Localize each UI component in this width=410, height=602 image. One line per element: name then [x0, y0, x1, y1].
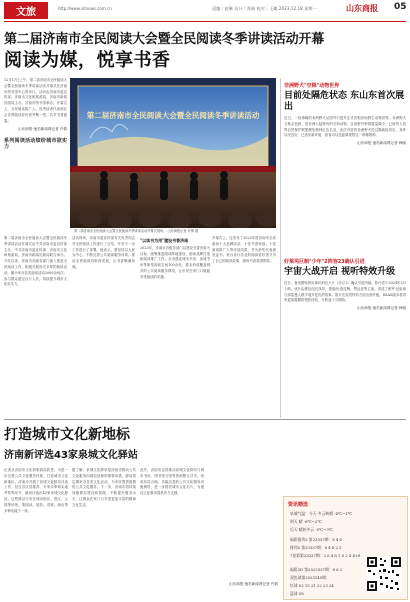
- right2-body: 近日，备受期待的好莱坞科幻大片《沙丘2》确认引进内地，影片将于2024年3月上映。该片由维伦纽瓦执导，提莫西·查拉梅、赞达亚等主演，讲述了保罗·厄崔迪与弗雷曼人联手展开复仇的故事。影片在视觉特效方面全面升级，IMAX版本将带来更加震撼的观影体验，令影迷十分期待。: [284, 281, 406, 303]
- lead-body: [4, 78, 67, 151]
- info-line: 排列5 第23337期：8 4 6 2 5: [290, 545, 342, 550]
- section1-col3: [140, 236, 210, 281]
- info-line: 蓝球 08: [290, 591, 304, 596]
- section2-body-3: 此外，济南市还将推动泉城文化驿站与城市书房、图书馆分馆等资源整合共享，形成布局合理、功能完善的公共文化服务设施网络，进一步擦亮城市文化名片，为建设文化强市提供有力支撑。: [140, 468, 204, 496]
- section2-title: 打造城市文化新地标: [4, 427, 130, 443]
- info-line: 明天 晴 -6℃~2℃: [290, 519, 322, 524]
- section2-body-1: 记者从济南市文化和旅游局获悉，为进一步完善公共文化服务体系，打造城市文化新地标，济南市开展了泉城文化驿站评选工作，经过各区县推荐、专家评审和实地考察等环节，最终评选出43家泉城文化驿站。这些驿站分布在城市街区、景区、公园等场所，集阅读、展览、讲座、演出等多种功能于一体。: [4, 468, 68, 513]
- section1-body-1: 第二届济南市全民阅读大会暨全民阅读冬季讲读活动开幕式由中共济南市委宣传部主办，中共济南市委宣传部、济南市文化和旅游局、济南市新闻出版局联合承办。今年以来，济南市各级各部门深入推进全民阅读工作，积极开展形式多样的阅读活动，累计举办各类阅读活动2000余场次，参与群众超过百万人次，持续提升城市文化软实力。: [4, 236, 67, 287]
- section2-body-2: 据了解，泉城文化驿站是济南市推动公共文化服务向基层延伸的重要举措，驿站将定期举办各类文化活动，为市民提供便捷的公共文化服务。下一步，济南市将持续加强驿站建设和管理，不断提升服务水平，让群众在家门口享受更加丰富的精神文化生活。: [72, 468, 136, 507]
- event-photo: [70, 78, 276, 228]
- lead-headline: 阅读为媒，悦享书香: [4, 50, 171, 71]
- right1-kicker: 非洲野犬"空降"动物世界: [284, 83, 340, 89]
- page-number: 05: [394, 2, 407, 12]
- info-line: 后天 晴转多云 -5℃~3℃: [290, 527, 333, 532]
- info-line: 福彩排列3 第23337期：8 4 6: [290, 537, 342, 542]
- info-line: 7星彩第23337期：2 6 4 8 1 6 2 4 4+8: [290, 553, 361, 558]
- right1-title: 目前处隔危状态 东山东首次展出: [284, 91, 405, 112]
- right2-kicker: 好莱坞巨制"少年"2阵容23确认引进: [284, 259, 365, 265]
- qr-code[interactable]: [366, 556, 402, 592]
- lead-paragraph: 12月17日上午，第二届济南市全民阅读大会暨全民阅读冬季讲读活动开幕式在济南市图书馆中心馆举行。活动由济南市委宣传部、济南市文化和旅游局、济南市新闻出版局主办，济南市图书馆承办。开幕式上，全民阅读推广人、优秀读者代表和社会各界阅读爱好者齐聚一堂，共享书香盛宴。: [4, 78, 67, 123]
- section-divider: [4, 419, 406, 420]
- section1-body-3: 2023年，济南市各级各部门以建设书香济南为目标，统筹推进阅读阵地建设、阅读品牌打造和阅读推广工作。全市建成城市书房、泉城书房等新型阅读空间100余处，基本形成覆盖城乡的公共阅读服务网络，让市民在家门口就能享受阅读的乐趣。: [140, 245, 210, 279]
- right2-reporter: 山东商报·速豹新闻网记者 韩晓: [356, 306, 406, 311]
- right-story-1: [284, 82, 406, 146]
- section2-subtitle: 济南新评选43家泉城文化驿站: [4, 450, 138, 461]
- website-url[interactable]: http://www.sdnews.com.cn: [58, 6, 112, 11]
- info-line: 双色球第2023145期：: [290, 575, 330, 580]
- section1-inline-subtitle: "以读书为用"建设书香济南: [140, 238, 189, 243]
- right2-title: 宇宙大战开启 视听特效升级: [284, 267, 396, 277]
- edition-meta: 责编｜赵琳 设计｜苏瑞 校对｜王璐 2023.12.18 星期一: [212, 6, 317, 11]
- info-line: 泉城气温：今天 多云转晴 -4℃~1℃: [290, 511, 352, 516]
- section1-body-4: 开幕式上，还发布了2023年度济南市全民阅读十大品牌活动、十佳书香家庭、十佳阅读推广人等评选结果，并为获奖代表颁发证书。来自各行各业的阅读爱好者分享了自己的阅读故事，现场书香氛围浓厚。: [212, 236, 276, 264]
- section-tag: 文旅: [4, 2, 48, 19]
- lead-reporter: 山东商报·速豹新闻网记者 许倩: [17, 127, 67, 132]
- section1-body-2: 活动现场，济南市委宣传部有关负责同志对全民阅读工作进行了总结，并对下一步工作进行了部署。他表示，要坚持以人民为中心，不断完善公共阅读服务体系，推动全民阅读向纵深发展，让书香飘满泉城。: [72, 236, 135, 269]
- section1-subtitle: 系列阅读活动缤纷城市欲实力: [4, 138, 67, 150]
- section2-reporter: 山东商报·速豹新闻网记者 许倩: [228, 582, 278, 586]
- right1-body: 近日，一批珍稀的非洲野犬从国外引进并正式亮相济南野生动物世界。非洲野犬又称杂色狼，是非洲大陆特有的犬科动物，目前野外种群数量稀少，已被列入世界自然保护联盟濒危物种红色名录。此次引进的非洲野犬经过隔离检疫后，身体状况良好，已适应新环境，游客可以近距离观察这一珍稀物种。: [284, 116, 406, 138]
- lead-title: 第二届济南市全民阅读大会暨全民阅读冬季讲读活动开幕: [4, 32, 325, 47]
- header-divider: [4, 21, 406, 22]
- right1-reporter: 山东商报·速豹新闻网记者 韩晓: [356, 141, 406, 146]
- newspaper-brand: 山东商报: [346, 4, 378, 13]
- info-line: 红球 02 10 21 22 23 24: [290, 583, 334, 588]
- right-story-2: [284, 258, 406, 311]
- photo-caption: 第二届济南市全民阅读大会暨全民阅读冬季讲读活动开幕式现场。 山东商报记者 许倩 摄: [74, 229, 199, 233]
- column-divider: [280, 78, 281, 418]
- info-line: 福彩3D 第2023337期：8 6 2: [290, 567, 343, 572]
- info-title: 资讯精选: [288, 502, 309, 508]
- banner-title: 第二届济南市全民阅读大会暨全民阅读冬季讲读活动: [86, 111, 260, 120]
- stage-photo: [70, 78, 276, 228]
